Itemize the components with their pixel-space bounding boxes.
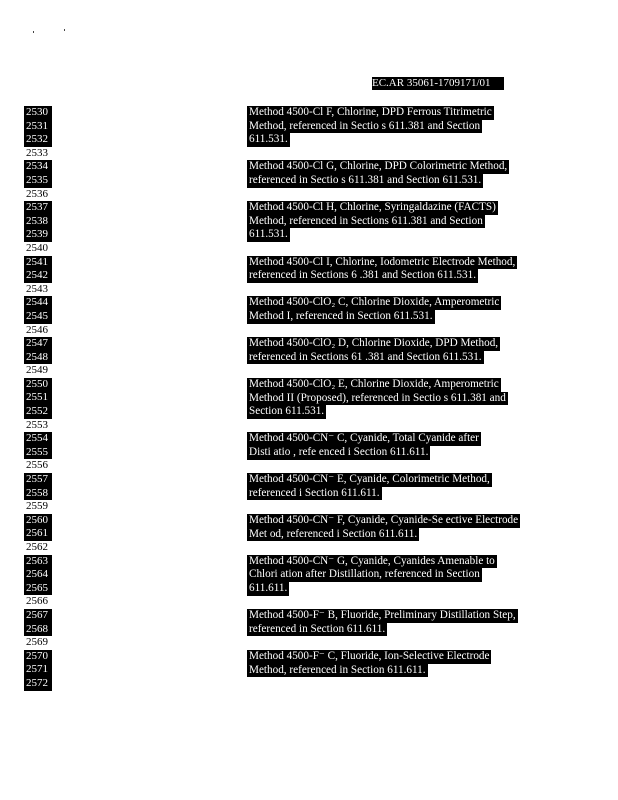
entry-line: Chlori ation after Distillation, referenced in Section [249, 568, 480, 581]
entry-line: Method, referenced in Sections 611.381 and Section [249, 214, 483, 227]
entry-line: Method 4500-CN⁻ G, Cyanide, Cyanides Amenable to [249, 554, 495, 567]
line-number: 2559 [24, 500, 52, 514]
entry-line: referenced in Sections 6 .381 and Section 611.531. [249, 269, 477, 282]
line-number: 2570 [24, 650, 52, 664]
method-entry [247, 378, 508, 419]
method-entry [247, 650, 491, 677]
method-entry [247, 609, 518, 636]
line-number: 2560 [24, 514, 52, 528]
entry-line: Method 4500-ClO₂ C, Chlorine Dioxide, Amperometric [249, 296, 500, 309]
line-number: 2530 [24, 106, 52, 120]
entry-line: Method 4500-F⁻ B, Fluoride, Preliminary Distillation Step, [249, 609, 516, 622]
line-number: 2571 [24, 663, 52, 677]
line-number: 2563 [24, 555, 52, 569]
line-number: 2542 [24, 269, 52, 283]
method-entry [247, 256, 517, 283]
line-number: 2555 [24, 446, 52, 460]
line-number: 2531 [24, 120, 52, 134]
line-number: 2544 [24, 296, 52, 310]
method-entry [247, 514, 520, 541]
line-number: 2546 [24, 324, 52, 338]
line-number: 2567 [24, 609, 52, 623]
line-number: 2572 [24, 677, 52, 691]
document-code: EC.AR 35061-1709171/01 [372, 77, 504, 90]
scan-speck [64, 29, 65, 31]
line-number: 2550 [24, 378, 52, 392]
line-number: 2561 [24, 527, 52, 541]
line-number: 2533 [24, 147, 52, 161]
line-number: 2534 [24, 160, 52, 174]
entry-line: Method II (Proposed), referenced in Sectio s 611.381 and [249, 391, 506, 404]
line-number: 2569 [24, 636, 52, 650]
entry-line: Method, referenced in Sectio s 611.381 and Section [249, 119, 481, 132]
line-number: 2538 [24, 215, 52, 229]
line-number: 2557 [24, 473, 52, 487]
line-number: 2554 [24, 432, 52, 446]
line-number: 2556 [24, 459, 52, 473]
line-number: 2549 [24, 364, 52, 378]
entry-line: Method 4500-Cl G, Chlorine, DPD Colorimetric Method, [249, 160, 508, 173]
entry-line: Disti atio , refe enced i Section 611.611. [249, 445, 429, 458]
entry-line: Method 4500-ClO₂ D, Chlorine Dioxide, DPD Method, [249, 337, 499, 350]
line-number: 2532 [24, 133, 52, 147]
entry-line: referenced in Section 611.611. [249, 622, 386, 635]
entry-line: referenced in Sectio s 611.381 and Section 611.531. [249, 173, 482, 186]
entry-line: Method 4500-CN⁻ F, Cyanide, Cyanide-Se ective Electrode [249, 514, 519, 526]
entry-line: Method 4500-CN⁻ C, Cyanide, Total Cyanide after [249, 432, 479, 445]
line-number: 2547 [24, 337, 52, 351]
entry-line: Method, referenced in Section 611.611. [249, 663, 426, 676]
line-number: 2562 [24, 541, 52, 555]
entry-line: Method 4500-CN⁻ E, Cyanide, Colorimetric Method, [249, 473, 490, 486]
line-number: 2568 [24, 623, 52, 637]
line-number: 2541 [24, 256, 52, 270]
line-number-column [24, 106, 52, 691]
line-number: 2543 [24, 283, 52, 297]
line-number: 2566 [24, 595, 52, 609]
entry-line: Section 611.531. [249, 405, 325, 418]
entry-line: referenced i Section 611.611. [249, 486, 380, 499]
entry-line: Method 4500-F⁻ C, Fluoride, Ion-Selective Electrode [249, 650, 490, 662]
entry-line: 611.531. [249, 228, 288, 241]
line-number: 2535 [24, 174, 52, 188]
line-number: 2558 [24, 487, 52, 501]
entry-line: Method 4500-Cl I, Chlorine, Iodometric Electrode Method, [249, 255, 516, 268]
method-entry [247, 337, 500, 364]
line-number: 2551 [24, 391, 52, 405]
line-number: 2565 [24, 582, 52, 596]
entry-line: Method 4500-Cl F, Chlorine, DPD Ferrous Titrimetric [249, 106, 492, 118]
line-number: 2536 [24, 188, 52, 202]
method-entry [247, 555, 497, 596]
line-number: 2540 [24, 242, 52, 256]
entry-line: Method 4500-Cl H, Chlorine, Syringaldazine (FACTS) [249, 201, 496, 214]
method-entry [247, 160, 509, 187]
method-entry [247, 201, 498, 242]
method-entry [247, 296, 501, 323]
line-number: 2553 [24, 419, 52, 433]
entry-line: referenced in Sections 61 .381 and Section 611.531. [249, 350, 482, 363]
line-number: 2539 [24, 228, 52, 242]
method-entry [247, 106, 494, 147]
entry-line: 611.611. [249, 581, 288, 594]
line-number: 2564 [24, 568, 52, 582]
method-entry [247, 473, 492, 500]
entry-line: Met od, referenced i Section 611.611. [249, 527, 418, 540]
entry-line: Method 4500-ClO₂ E, Chlorine Dioxide, Amperometric [249, 378, 499, 390]
line-number: 2552 [24, 405, 52, 419]
scan-speck [33, 31, 34, 33]
line-number: 2548 [24, 351, 52, 365]
entry-line: Method I, referenced in Section 611.531. [249, 309, 433, 322]
line-number: 2537 [24, 201, 52, 215]
method-entry [247, 432, 481, 459]
line-number: 2545 [24, 310, 52, 324]
entry-line: 611.531. [249, 133, 288, 146]
